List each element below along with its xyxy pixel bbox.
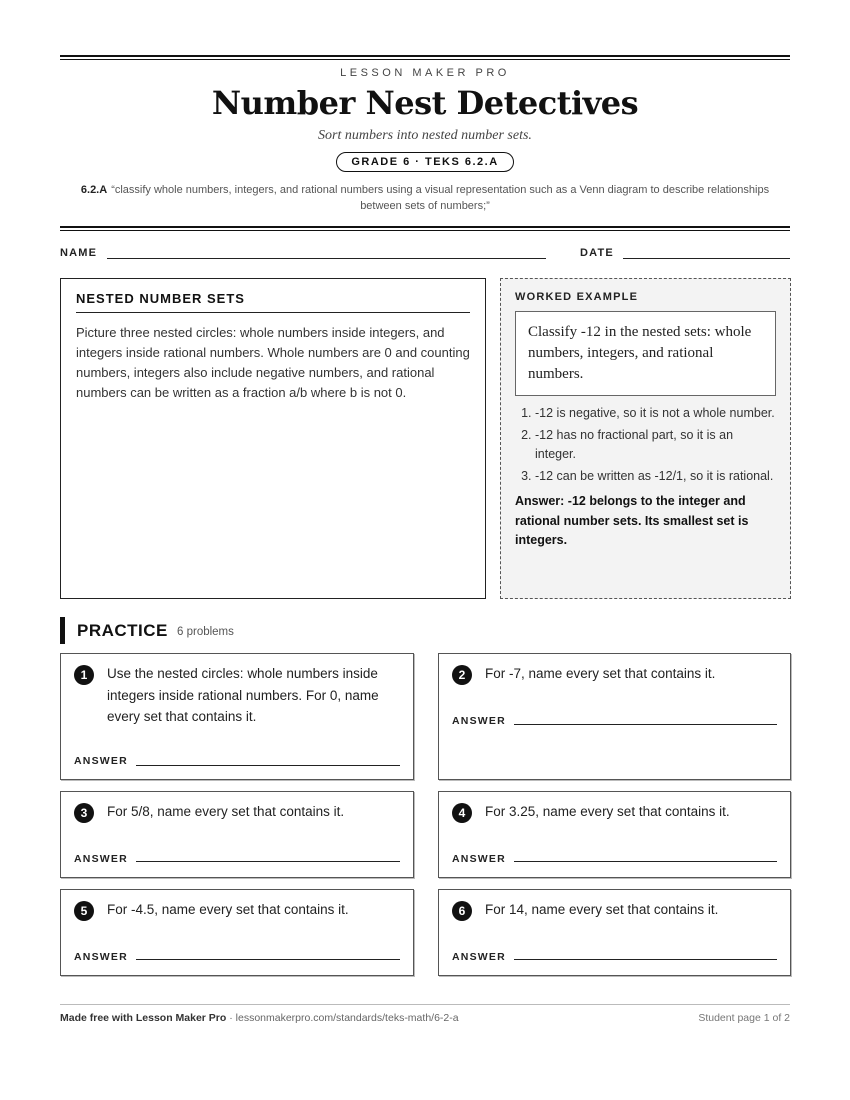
- problem-card: [60, 889, 414, 976]
- date-label: DATE: [580, 247, 614, 259]
- footer-made-with: Made free with Lesson Maker Pro: [60, 1012, 227, 1024]
- name-field[interactable]: [107, 258, 546, 259]
- answer-line[interactable]: [136, 959, 400, 960]
- practice-accent-bar: [60, 617, 65, 644]
- answer-line[interactable]: [136, 765, 400, 766]
- worksheet-title: Number Nest Detectives: [211, 84, 639, 122]
- problem-number: 6: [452, 901, 472, 921]
- practice-title: PRACTICE: [77, 621, 168, 640]
- answer-line[interactable]: [514, 959, 777, 960]
- name-label: NAME: [60, 247, 98, 259]
- worked-example-step: 2. -12 has no fractional part, so it is an integer.: [535, 426, 776, 465]
- brand-name: LESSON MAKER PRO: [340, 67, 510, 79]
- problem-card: [438, 889, 791, 976]
- problem-number: 1: [74, 665, 94, 685]
- problem-number: 5: [74, 901, 94, 921]
- problem-number: 4: [452, 803, 472, 823]
- top-rule: [60, 55, 790, 57]
- standard-text: “classify whole numbers, integers, and rational numbers using a visual representation such as a Venn diagram to describe relationships between sets of numbers;”: [111, 184, 770, 212]
- answer-line[interactable]: [514, 861, 777, 862]
- worked-example-question: Classify -12 in the nested sets: whole numbers, integers, and rational numbers.: [515, 311, 776, 396]
- answer-label: ANSWER: [74, 755, 128, 767]
- answer-label: ANSWER: [74, 853, 128, 865]
- problem-text: For -7, name every set that contains it.: [485, 666, 716, 681]
- problem-card: [60, 791, 414, 878]
- problem-number: 2: [452, 665, 472, 685]
- problem-text: Use the nested circles: whole numbers inside integers inside rational numbers. For 0, name every set that contains it.: [107, 666, 379, 724]
- answer-line[interactable]: [514, 724, 777, 725]
- problem-text: For -4.5, name every set that contains it.: [107, 902, 349, 917]
- concept-box: [60, 278, 486, 599]
- standard-code: 6.2.A: [80, 184, 108, 196]
- worked-example-step: 1. -12 is negative, so it is not a whole number.: [535, 404, 776, 424]
- problem-text: For 5/8, name every set that contains it.: [107, 804, 345, 819]
- worksheet-subtitle: Sort numbers into nested number sets.: [318, 128, 532, 143]
- answer-label: ANSWER: [452, 951, 506, 963]
- answer-line[interactable]: [136, 861, 400, 862]
- problem-number: 3: [74, 803, 94, 823]
- problem-text: For 3.25, name every set that contains it.: [485, 804, 730, 819]
- worked-example-step: 3. -12 can be written as -12/1, so it is rational.: [535, 467, 776, 487]
- worked-example-steps: [515, 404, 776, 486]
- concept-body: Picture three nested circles: whole numbers inside integers, and integers inside rational numbers. Whole numbers are 0 and counting numbers, integers also include negative numbers, and rational numbers can be written as a fraction a/b where b is not 0.: [76, 325, 470, 400]
- problem-card: [60, 653, 414, 780]
- footer-rule: [60, 1004, 790, 1005]
- problem-card: [438, 653, 791, 780]
- worked-example-box: [500, 278, 791, 599]
- date-field[interactable]: [623, 258, 790, 259]
- answer-label: ANSWER: [452, 715, 506, 727]
- worked-example-answer: Answer: -12 belongs to the integer and rational number sets. Its smallest set is integers.: [515, 494, 749, 547]
- footer-page-number: Student page 1 of 2: [698, 1012, 790, 1024]
- grade-badge: GRADE 6 · TEKS 6.2.A: [336, 152, 513, 172]
- worked-example-heading: WORKED EXAMPLE: [515, 291, 639, 303]
- problem-card: [438, 791, 791, 878]
- problem-text: For 14, name every set that contains it.: [485, 902, 719, 917]
- practice-count: 6 problems: [177, 626, 234, 638]
- footer-separator: ·: [226, 1012, 236, 1024]
- answer-label: ANSWER: [74, 951, 128, 963]
- answer-label: ANSWER: [452, 853, 506, 865]
- footer-credit: [60, 1012, 459, 1024]
- header-bottom-rule: [60, 226, 790, 228]
- concept-heading: NESTED NUMBER SETS: [76, 291, 470, 313]
- footer-url[interactable]: lessonmakerpro.com/standards/teks-math/6-2-a: [235, 1012, 459, 1024]
- standard-description: [80, 182, 770, 214]
